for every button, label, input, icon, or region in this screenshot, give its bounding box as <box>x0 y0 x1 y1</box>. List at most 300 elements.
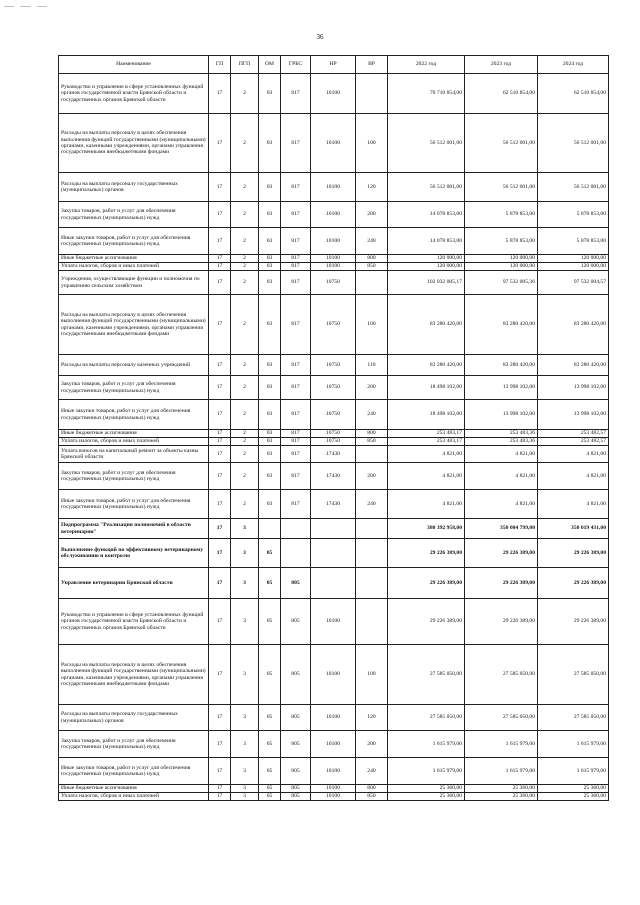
row-grbs: 805 <box>281 793 311 801</box>
row-om: 03 <box>259 114 281 173</box>
row-amount-2023: 253 483,36 <box>465 430 538 438</box>
row-pgp: 2 <box>231 355 259 376</box>
row-amount-2024: 253 482,57 <box>538 430 609 438</box>
row-pgp: 2 <box>231 263 259 271</box>
row-grbs: 817 <box>281 295 311 355</box>
row-om: 05 <box>259 539 281 568</box>
table-row <box>59 271 609 295</box>
row-pgp: 3 <box>231 519 259 539</box>
row-name: Руководство и управление в сфере установленных функций органов государственной власти Брянской области и государственных органов Брянской области <box>59 599 209 645</box>
row-nr: 10750 <box>311 376 356 400</box>
row-name: Уплата налогов, сборов и иных платежей <box>59 793 209 801</box>
row-name: Выполнение функций по эффективному ветеринарному обслуживанию и контролю <box>59 539 209 568</box>
row-amount-2024: 56 512 001,00 <box>538 173 609 202</box>
row-nr: 10100 <box>311 228 356 255</box>
row-gp: 17 <box>209 355 231 376</box>
table-row <box>59 758 609 785</box>
row-nr: 17430 <box>311 446 356 463</box>
row-vr: 800 <box>356 785 388 793</box>
table-row <box>59 430 609 438</box>
row-om <box>259 519 281 539</box>
header-2024: 2024 год <box>538 56 609 74</box>
row-grbs: 817 <box>281 202 311 228</box>
row-om: 05 <box>259 705 281 731</box>
row-pgp: 3 <box>231 599 259 645</box>
row-name: Закупка товаров, работ и услуг для обеспечения государственных (муниципальных) нужд <box>59 202 209 228</box>
row-vr: 200 <box>356 731 388 758</box>
row-amount-2024: 56 512 001,00 <box>538 114 609 173</box>
header-2023: 2023 год <box>465 56 538 74</box>
row-pgp: 2 <box>231 114 259 173</box>
row-pgp: 3 <box>231 568 259 599</box>
row-grbs: 805 <box>281 705 311 731</box>
row-nr: 10100 <box>311 758 356 785</box>
row-nr: 10100 <box>311 645 356 705</box>
row-amount-2023: 350 084 799,00 <box>465 519 538 539</box>
row-amount-2024: 97 532 004,57 <box>538 271 609 295</box>
table-row <box>59 463 609 490</box>
row-grbs: 817 <box>281 114 311 173</box>
table-row <box>59 793 609 801</box>
row-name: Уплата налогов, сборов и иных платежей <box>59 438 209 446</box>
table-row <box>59 446 609 463</box>
row-gp: 17 <box>209 114 231 173</box>
row-name: Расходы на выплаты персоналу в целях обеспечения выполнения функций государственными (муниципальными) органами, казенными учреждениями, органами управления государственными внебюджетными фондами <box>59 645 209 705</box>
row-name: Закупка товаров, работ и услуг для обеспечения государственных (муниципальных) нужд <box>59 376 209 400</box>
table-row <box>59 114 609 173</box>
row-amount-2024: 1 615 979,00 <box>538 758 609 785</box>
row-nr: 10750 <box>311 430 356 438</box>
row-amount-2022: 18 498 102,00 <box>388 376 465 400</box>
row-name: Иные бюджетные ассигнования <box>59 430 209 438</box>
row-pgp: 2 <box>231 438 259 446</box>
table-row <box>59 376 609 400</box>
table-row <box>59 173 609 202</box>
row-amount-2024: 350 019 431,00 <box>538 519 609 539</box>
row-amount-2022: 29 226 389,00 <box>388 599 465 645</box>
row-amount-2022: 25 360,00 <box>388 793 465 801</box>
row-nr: 17430 <box>311 463 356 490</box>
row-amount-2024: 120 000,00 <box>538 255 609 263</box>
row-om: 03 <box>259 490 281 519</box>
row-vr: 240 <box>356 758 388 785</box>
row-amount-2024: 29 226 389,00 <box>538 599 609 645</box>
row-pgp: 2 <box>231 463 259 490</box>
row-name: Закупка товаров, работ и услуг для обеспечения государственных (муниципальных) нужд <box>59 463 209 490</box>
row-nr: 10100 <box>311 599 356 645</box>
row-name: Закупка товаров, работ и услуг для обеспечения государственных (муниципальных) нужд <box>59 731 209 758</box>
row-amount-2024: 4 821,00 <box>538 463 609 490</box>
row-amount-2023: 56 512 001,00 <box>465 114 538 173</box>
row-pgp: 2 <box>231 430 259 438</box>
row-nr <box>311 568 356 599</box>
row-grbs: 817 <box>281 430 311 438</box>
row-gp: 17 <box>209 463 231 490</box>
table-row <box>59 519 609 539</box>
row-amount-2023: 27 585 050,00 <box>465 645 538 705</box>
row-gp: 17 <box>209 430 231 438</box>
row-gp: 17 <box>209 263 231 271</box>
row-nr: 10100 <box>311 731 356 758</box>
row-gp: 17 <box>209 539 231 568</box>
row-gp: 17 <box>209 490 231 519</box>
row-pgp: 3 <box>231 705 259 731</box>
table-row <box>59 202 609 228</box>
row-grbs: 805 <box>281 599 311 645</box>
row-amount-2022: 1 615 979,00 <box>388 758 465 785</box>
row-amount-2024: 4 821,00 <box>538 446 609 463</box>
row-gp: 17 <box>209 568 231 599</box>
row-vr: 110 <box>356 355 388 376</box>
row-amount-2023: 120 000,00 <box>465 255 538 263</box>
row-grbs: 817 <box>281 376 311 400</box>
row-name: Иные закупки товаров, работ и услуг для обеспечения государственных (муниципальных) нужд <box>59 490 209 519</box>
row-amount-2023: 1 615 979,00 <box>465 731 538 758</box>
row-grbs: 805 <box>281 645 311 705</box>
row-name: Руководство и управление в сфере установленных функций органов государственной власти Брянской области и государственных органов Брянской области <box>59 74 209 114</box>
row-amount-2024: 5 878 853,00 <box>538 202 609 228</box>
row-gp: 17 <box>209 645 231 705</box>
row-grbs <box>281 539 311 568</box>
row-amount-2022: 253 483,17 <box>388 438 465 446</box>
row-amount-2023: 27 585 050,00 <box>465 705 538 731</box>
row-om: 03 <box>259 74 281 114</box>
row-om: 03 <box>259 173 281 202</box>
table-row <box>59 490 609 519</box>
row-amount-2023: 29 226 389,00 <box>465 539 538 568</box>
header-grbs: ГРБС <box>281 56 311 74</box>
row-nr: 10100 <box>311 173 356 202</box>
row-amount-2022: 27 585 050,00 <box>388 645 465 705</box>
row-amount-2023: 4 821,00 <box>465 446 538 463</box>
header-vr: ВР <box>356 56 388 74</box>
row-name: Управление ветеринарии Брянской области <box>59 568 209 599</box>
row-amount-2023: 5 878 853,00 <box>465 228 538 255</box>
table-row <box>59 645 609 705</box>
row-nr: 10750 <box>311 438 356 446</box>
row-name: Расходы на выплаты персоналу государственных (муниципальных) органов <box>59 173 209 202</box>
row-grbs: 817 <box>281 228 311 255</box>
row-grbs: 817 <box>281 263 311 271</box>
row-om: 03 <box>259 228 281 255</box>
row-name: Уплата взносов на капитальный ремонт за объекты казны Брянской области <box>59 446 209 463</box>
row-grbs: 817 <box>281 173 311 202</box>
row-amount-2022: 27 585 050,00 <box>388 705 465 731</box>
row-nr: 10100 <box>311 263 356 271</box>
row-vr: 100 <box>356 645 388 705</box>
row-vr: 850 <box>356 263 388 271</box>
row-om: 03 <box>259 430 281 438</box>
row-vr: 100 <box>356 114 388 173</box>
row-gp: 17 <box>209 519 231 539</box>
row-om: 05 <box>259 758 281 785</box>
row-nr: 10750 <box>311 355 356 376</box>
row-gp: 17 <box>209 295 231 355</box>
row-grbs: 805 <box>281 731 311 758</box>
row-pgp: 2 <box>231 173 259 202</box>
header-name: Наименование <box>59 56 209 74</box>
row-name: Иные бюджетные ассигнования <box>59 255 209 263</box>
row-amount-2022: 4 821,00 <box>388 463 465 490</box>
row-amount-2022: 70 710 854,00 <box>388 74 465 114</box>
row-pgp: 2 <box>231 228 259 255</box>
row-amount-2023: 83 280 420,00 <box>465 355 538 376</box>
row-amount-2024: 25 360,00 <box>538 785 609 793</box>
table-row <box>59 438 609 446</box>
row-vr: 200 <box>356 202 388 228</box>
row-pgp: 3 <box>231 731 259 758</box>
row-amount-2022: 56 512 001,00 <box>388 173 465 202</box>
row-vr: 100 <box>356 295 388 355</box>
row-om: 03 <box>259 400 281 430</box>
row-grbs: 805 <box>281 568 311 599</box>
row-gp: 17 <box>209 376 231 400</box>
row-amount-2023: 62 510 854,00 <box>465 74 538 114</box>
row-amount-2024: 27 585 050,00 <box>538 705 609 731</box>
row-grbs: 817 <box>281 490 311 519</box>
row-amount-2022: 83 280 420,00 <box>388 355 465 376</box>
row-pgp: 3 <box>231 539 259 568</box>
row-gp: 17 <box>209 446 231 463</box>
header-2022: 2022 год <box>388 56 465 74</box>
row-pgp: 3 <box>231 793 259 801</box>
row-gp: 17 <box>209 228 231 255</box>
table-row <box>59 400 609 430</box>
table-row <box>59 568 609 599</box>
row-amount-2023: 56 512 001,00 <box>465 173 538 202</box>
row-amount-2023: 83 280 420,00 <box>465 295 538 355</box>
row-name: Расходы на выплаты персоналу казенных учреждений <box>59 355 209 376</box>
row-vr <box>356 599 388 645</box>
row-nr: 17430 <box>311 490 356 519</box>
table-row <box>59 263 609 271</box>
row-amount-2024: 83 280 420,00 <box>538 355 609 376</box>
row-gp: 17 <box>209 599 231 645</box>
row-name: Учреждения, осуществляющие функции и полномочия по управлению сельским хозяйством <box>59 271 209 295</box>
row-amount-2022: 83 280 420,00 <box>388 295 465 355</box>
row-pgp: 2 <box>231 446 259 463</box>
row-amount-2023: 1 615 979,00 <box>465 758 538 785</box>
row-nr: 10750 <box>311 400 356 430</box>
budget-table-body <box>59 74 609 801</box>
row-amount-2023: 25 360,00 <box>465 785 538 793</box>
row-amount-2023: 253 483,36 <box>465 438 538 446</box>
row-om: 05 <box>259 645 281 705</box>
row-gp: 17 <box>209 731 231 758</box>
row-vr: 120 <box>356 173 388 202</box>
row-gp: 17 <box>209 705 231 731</box>
row-grbs: 817 <box>281 355 311 376</box>
row-nr: 10100 <box>311 74 356 114</box>
table-row <box>59 74 609 114</box>
row-amount-2022: 14 078 853,00 <box>388 202 465 228</box>
row-amount-2022: 120 000,00 <box>388 263 465 271</box>
row-pgp: 2 <box>231 295 259 355</box>
row-om: 05 <box>259 785 281 793</box>
row-nr: 10750 <box>311 271 356 295</box>
row-name: Уплата налогов, сборов и иных платежей <box>59 263 209 271</box>
row-amount-2022: 56 512 001,00 <box>388 114 465 173</box>
row-amount-2023: 25 360,00 <box>465 793 538 801</box>
row-grbs: 805 <box>281 785 311 793</box>
header-gp: ГП <box>209 56 231 74</box>
row-om: 03 <box>259 271 281 295</box>
table-row <box>59 295 609 355</box>
row-nr: 10100 <box>311 705 356 731</box>
table-header-row <box>59 56 609 74</box>
row-om: 03 <box>259 463 281 490</box>
row-amount-2024: 1 615 979,00 <box>538 731 609 758</box>
table-row <box>59 228 609 255</box>
row-pgp: 2 <box>231 490 259 519</box>
row-amount-2023: 13 998 102,00 <box>465 400 538 430</box>
row-pgp: 2 <box>231 400 259 430</box>
row-amount-2022: 253 483,17 <box>388 430 465 438</box>
row-vr: 240 <box>356 400 388 430</box>
row-vr: 850 <box>356 438 388 446</box>
row-pgp: 2 <box>231 376 259 400</box>
row-name: Расходы на выплаты персоналу в целях обеспечения выполнения функций государственными (муниципальными) органами, казенными учреждениями, органами управления государственными внебюджетными фондами <box>59 114 209 173</box>
table-row <box>59 705 609 731</box>
row-pgp: 2 <box>231 202 259 228</box>
row-amount-2023: 29 226 389,00 <box>465 568 538 599</box>
row-om: 03 <box>259 255 281 263</box>
row-amount-2024: 29 226 389,00 <box>538 539 609 568</box>
row-vr: 850 <box>356 793 388 801</box>
row-amount-2024: 83 280 420,00 <box>538 295 609 355</box>
header-nr: НР <box>311 56 356 74</box>
row-om: 03 <box>259 355 281 376</box>
row-nr: 10100 <box>311 202 356 228</box>
row-vr <box>356 539 388 568</box>
row-nr <box>311 539 356 568</box>
row-om: 03 <box>259 202 281 228</box>
row-vr: 200 <box>356 463 388 490</box>
row-amount-2024: 253 482,57 <box>538 438 609 446</box>
row-pgp: 3 <box>231 785 259 793</box>
row-pgp: 2 <box>231 255 259 263</box>
row-amount-2024: 62 510 854,00 <box>538 74 609 114</box>
row-amount-2024: 13 998 102,00 <box>538 400 609 430</box>
row-om: 05 <box>259 568 281 599</box>
table-row <box>59 539 609 568</box>
row-amount-2023: 29 226 389,00 <box>465 599 538 645</box>
header-om: ОМ <box>259 56 281 74</box>
row-vr: 120 <box>356 705 388 731</box>
row-amount-2022: 4 821,00 <box>388 446 465 463</box>
row-gp: 17 <box>209 271 231 295</box>
header-pgp: ПГП <box>231 56 259 74</box>
row-vr: 240 <box>356 228 388 255</box>
row-grbs: 817 <box>281 271 311 295</box>
row-amount-2022: 120 000,00 <box>388 255 465 263</box>
row-amount-2022: 1 615 979,00 <box>388 731 465 758</box>
table-row <box>59 355 609 376</box>
row-amount-2022: 29 226 389,00 <box>388 568 465 599</box>
row-vr: 800 <box>356 430 388 438</box>
row-name: Иные закупки товаров, работ и услуг для обеспечения государственных (муниципальных) нужд <box>59 228 209 255</box>
row-om: 05 <box>259 731 281 758</box>
row-nr: 10100 <box>311 255 356 263</box>
row-vr <box>356 519 388 539</box>
row-grbs <box>281 519 311 539</box>
row-amount-2024: 13 998 102,00 <box>538 376 609 400</box>
row-vr <box>356 271 388 295</box>
row-amount-2023: 5 878 853,00 <box>465 202 538 228</box>
row-amount-2023: 13 998 102,00 <box>465 376 538 400</box>
row-gp: 17 <box>209 255 231 263</box>
row-om: 03 <box>259 446 281 463</box>
row-grbs: 817 <box>281 446 311 463</box>
table-row <box>59 731 609 758</box>
row-pgp: 3 <box>231 645 259 705</box>
row-gp: 17 <box>209 758 231 785</box>
row-name: Расходы на выплаты персоналу государственных (муниципальных) органов <box>59 705 209 731</box>
row-amount-2023: 4 821,00 <box>465 490 538 519</box>
row-amount-2023: 97 532 005,36 <box>465 271 538 295</box>
row-amount-2024: 4 821,00 <box>538 490 609 519</box>
row-gp: 17 <box>209 400 231 430</box>
row-amount-2022: 14 078 853,00 <box>388 228 465 255</box>
row-pgp: 3 <box>231 758 259 785</box>
row-nr: 10100 <box>311 793 356 801</box>
row-nr: 10100 <box>311 114 356 173</box>
row-amount-2022: 4 821,00 <box>388 490 465 519</box>
row-vr <box>356 446 388 463</box>
row-nr: 10100 <box>311 785 356 793</box>
row-name: Иные закупки товаров, работ и услуг для обеспечения государственных (муниципальных) нужд <box>59 400 209 430</box>
row-amount-2024: 27 585 050,00 <box>538 645 609 705</box>
row-gp: 17 <box>209 793 231 801</box>
row-name: Иные закупки товаров, работ и услуг для обеспечения государственных (муниципальных) нужд <box>59 758 209 785</box>
row-amount-2022: 29 226 389,00 <box>388 539 465 568</box>
row-amount-2023: 120 000,00 <box>465 263 538 271</box>
row-gp: 17 <box>209 202 231 228</box>
row-gp: 17 <box>209 785 231 793</box>
row-pgp: 2 <box>231 271 259 295</box>
row-grbs: 817 <box>281 463 311 490</box>
row-amount-2022: 380 392 958,00 <box>388 519 465 539</box>
row-amount-2022: 18 498 102,00 <box>388 400 465 430</box>
page-number: 36 <box>316 33 324 41</box>
row-vr: 240 <box>356 490 388 519</box>
row-grbs: 817 <box>281 400 311 430</box>
row-om: 03 <box>259 295 281 355</box>
row-name: Подпрограмма "Реализация полномочий в области ветеринарии" <box>59 519 209 539</box>
row-vr: 800 <box>356 255 388 263</box>
row-amount-2024: 25 360,00 <box>538 793 609 801</box>
row-vr <box>356 568 388 599</box>
row-gp: 17 <box>209 74 231 114</box>
row-grbs: 817 <box>281 74 311 114</box>
table-row <box>59 785 609 793</box>
row-amount-2022: 25 360,00 <box>388 785 465 793</box>
row-grbs: 817 <box>281 438 311 446</box>
row-om: 05 <box>259 793 281 801</box>
row-om: 03 <box>259 438 281 446</box>
row-nr <box>311 519 356 539</box>
row-om: 03 <box>259 263 281 271</box>
table-row <box>59 255 609 263</box>
row-amount-2024: 5 878 853,00 <box>538 228 609 255</box>
corner-mark: — — — <box>4 1 49 12</box>
row-gp: 17 <box>209 173 231 202</box>
row-amount-2022: 102 032 005,17 <box>388 271 465 295</box>
row-grbs: 817 <box>281 255 311 263</box>
row-om: 03 <box>259 376 281 400</box>
row-om: 05 <box>259 599 281 645</box>
row-amount-2023: 4 821,00 <box>465 463 538 490</box>
